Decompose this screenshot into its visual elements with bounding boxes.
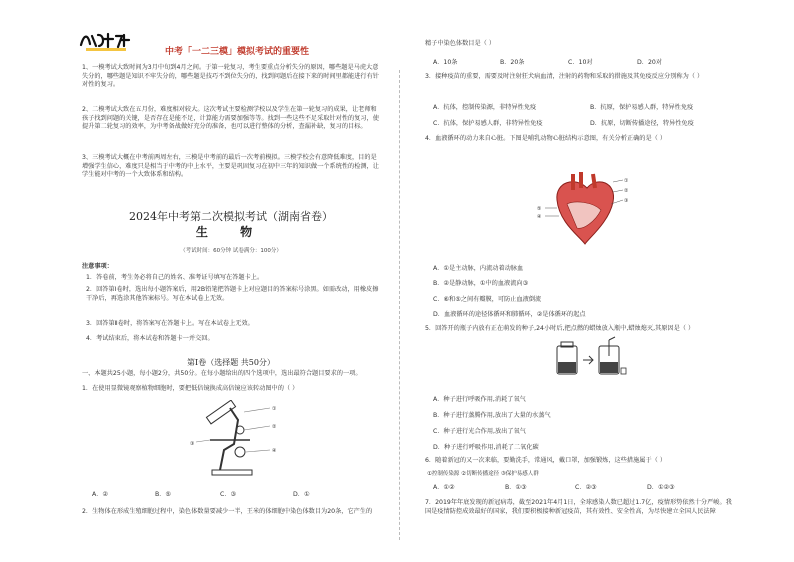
q1-option-b: B．⑤ — [155, 491, 171, 498]
q2-option-d: D．20对 — [637, 59, 663, 66]
question-7: 7．2019年年底发现的新冠病毒，截至2021年4月1日，全球感染人数已超过1.7亿，疫情形势依然十分严峻。我国是疫情防控成效最好的国家，我们要积极接种新冠疫苗，其有效性、安全性高，为尽快建立全国人民法障 — [425, 499, 732, 515]
question-4: 4．血液循环的动力来自心脏。下图是哺乳动物心脏结构示意图，有关分析正确的是（ ） — [425, 135, 667, 142]
q6-option-d: D．①②③ — [647, 484, 675, 491]
note-1: 1．答卷前，考生务必将自己的姓名、准考证号填写在答题卡上。 — [86, 274, 264, 281]
svg-text:④: ④ — [272, 448, 277, 454]
q3-option-c: C．抗体，保护易感人群，非特异性免疫 — [433, 120, 543, 127]
svg-text:①: ① — [624, 178, 629, 184]
svg-text:②: ② — [272, 424, 277, 430]
q6-option-b: B．①③ — [505, 484, 527, 491]
section-title: 第Ⅰ卷（选择题 共50分） — [187, 358, 275, 367]
notes-title: 注意事项： — [82, 263, 113, 270]
column-divider — [399, 70, 400, 540]
section-intro: 一、本题共25小题，每小题2分，共50分。在每小题给出的四个选项中，选出最符合题目要求的一项。 — [82, 370, 362, 377]
q3-option-b: B．抗原，保护易感人群，特异性免疫 — [590, 104, 694, 111]
q6-option-a: A．①② — [433, 484, 455, 491]
q1-option-d: D．① — [293, 491, 310, 498]
q5-option-d: D．种子进行呼吸作用,消耗了二氧化碳 — [433, 444, 539, 451]
notice-title: 中考「一二三模」模拟考试的重要性 — [165, 47, 310, 57]
exam-meta: （考试时间：60分钟 试卷满分：100分） — [180, 248, 282, 254]
microscope-figure — [190, 400, 282, 478]
svg-text:④: ④ — [537, 214, 542, 220]
svg-text:①: ① — [272, 406, 277, 412]
q4-option-c: C．⑥和⑤之间有瓣膜，可防止血液倒流 — [433, 296, 542, 303]
notice-paragraph-3: 3、三模考试大概在中考前两周左右，三模是中考前的最后一次考前模拟。三模学校会有意降低难度，目的是增强学生信心，难度只是相当于中考的中上水平，主要是巩固复习在初中三年的知识做一个系统性的检测，让学生能对中考的一个大致体系和结构。 — [82, 154, 379, 179]
note-2: 2．回答第Ⅰ卷时，选出每小题答案后，用2B铅笔把答题卡上对应题目的答案标号涂黑。如需改动，用橡皮擦干净后，再选涂其他答案标号。写在本试卷上无效。 — [86, 286, 379, 302]
q6-option-c: C．②③ — [575, 484, 597, 491]
question-6: 6．随着新冠的又一次来临，要勤洗手，常通风，戴口罩，加强锻炼，这些措施属于（ ） — [425, 457, 667, 464]
question-1: 1．在使用显微镜观察植物细胞时，要把低倍镜换成高倍镜应该转动图中的（ ） — [82, 385, 299, 392]
q6-sub-options: ①控制传染源 ②切断传播途径 ③保护易感人群 — [427, 471, 539, 477]
question-5: 5．回答开的瓶子内放有正在萌发的种子,24小时后,把点燃的蜡烛放入瓶中,蜡烛熄灭,其原因是（ ） — [425, 325, 695, 332]
q2-option-c: C．10对 — [568, 59, 593, 66]
question-2: 2．生物体在形成生殖细胞过程中，染色体数量要减少一半，王米的体细胞中染色体数目为20条，它产生的 — [82, 508, 373, 515]
svg-text:⑤: ⑤ — [537, 206, 542, 212]
seed-jar-figure — [553, 336, 629, 376]
q1-option-c: C．③ — [220, 491, 237, 498]
q4-option-a: A．①是主动脉，内流动着动脉血 — [433, 265, 524, 272]
note-4: 4．考试结束后，将本试卷和答题卡一并交回。 — [86, 335, 214, 342]
svg-text:③: ③ — [190, 441, 195, 447]
q5-option-c: C．种子进行光合作用,放出了氧气 — [433, 428, 526, 435]
q4-option-b: B．②是静动脉，①中的血液流向③ — [433, 280, 529, 287]
q2-option-b: B．20条 — [500, 59, 525, 66]
q1-option-a: A．② — [92, 491, 108, 498]
heart-diagram — [537, 170, 633, 248]
svg-text:②: ② — [624, 188, 629, 194]
q3-option-a: A．抗体，控制传染源，非特异性免疫 — [433, 104, 537, 111]
exam-title: 2024年中考第二次模拟考试（湖南省卷） — [129, 210, 333, 223]
q3-option-d: D．抗原，切断传播途径，特异性免疫 — [590, 120, 694, 127]
q5-option-b: B．种子进行蒸腾作用,放出了大量的水蒸气 — [433, 412, 551, 419]
svg-text:③: ③ — [624, 198, 629, 204]
q5-option-a: A．种子进行呼吸作用,消耗了氧气 — [433, 396, 526, 403]
notice-paragraph-2: 2、二模考试大致在五月份，难度相对较大。这次考试主要检测学校以及学生在第一轮复习的成果，让老师和孩子找到问题的关键，是否存在是能不足，计算能力需要加强等等。找到一些这些不足采取针对性的复习，使提升第二轮复习的效率，为中考备战做好充分的准备，也可以进行整体的分析，查漏补缺，复习的目标。 — [82, 106, 379, 131]
question-2-continued: 精子中染色体数目是（ ） — [425, 40, 496, 47]
subject-title: 生 物 — [195, 225, 267, 239]
q4-option-d: D．血液循环的途径体循环和肺循环，②是体循环的起点 — [433, 311, 586, 318]
exam-sheet — [78, 30, 732, 540]
question-3: 3．接种疫苗的重要，需要及时注射狂犬病血清，注射的药物和采取的措施及其免疫反应分别称为（ ） — [425, 73, 704, 80]
notice-paragraph-1: 1、一模考试大致时间为3月中旬到4月之间。于第一轮复习，考生要重点分析失分的原因，哪些题是马虎大意失分的，哪些题是知识不牢失分的，哪些题是技巧不到位失分的，找到问题后在接下来的时间里都能进行有针对性的复习。 — [82, 64, 379, 89]
brand-logo — [78, 30, 138, 52]
q2-option-a: A．10条 — [433, 59, 458, 66]
note-3: 3．回答第Ⅱ卷时，将答案写在答题卡上。写在本试卷上无效。 — [86, 320, 254, 327]
